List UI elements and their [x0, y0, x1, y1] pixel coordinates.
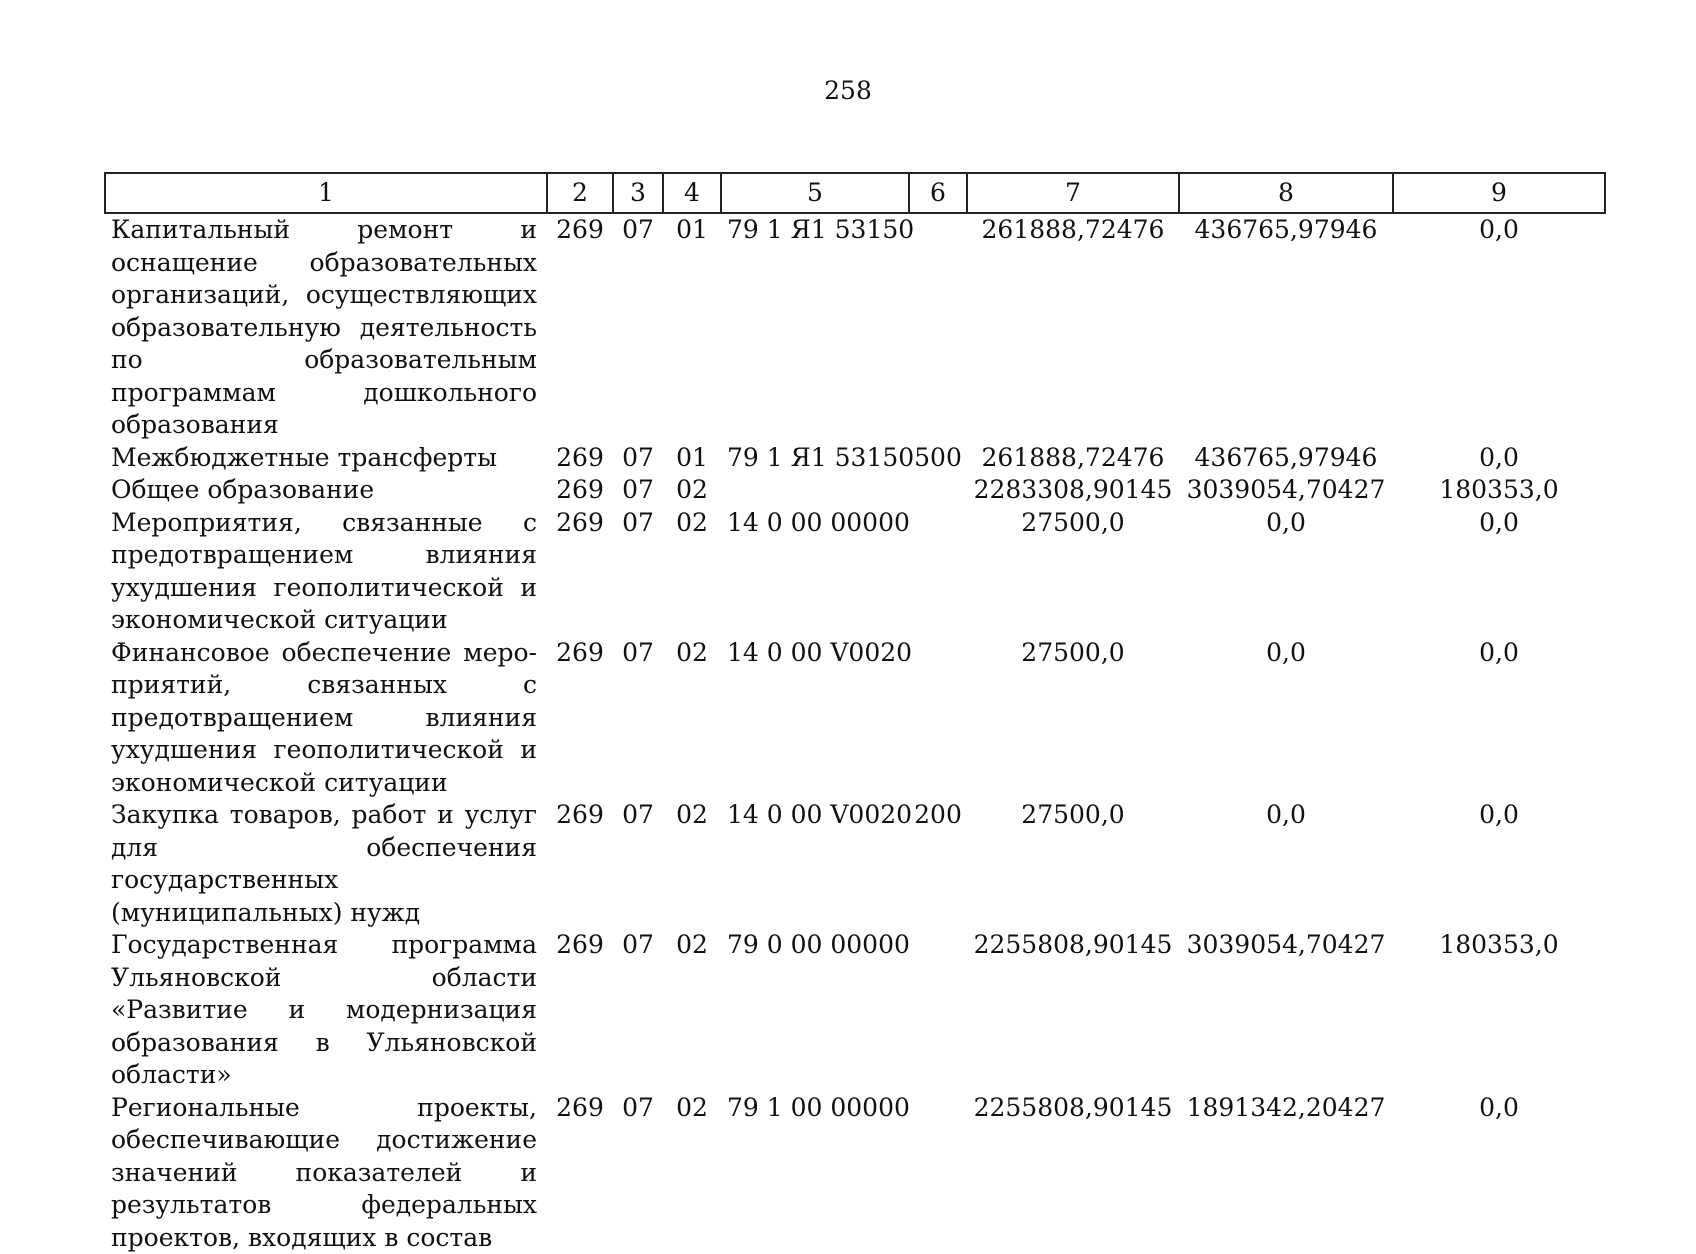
- row-col-4: 02: [663, 929, 721, 1092]
- row-name: Государственная программа Ульяновской области «Развитие и модернизация образования в Ульяновской области»: [105, 929, 547, 1092]
- row-col-8: 436765,97946: [1179, 213, 1393, 442]
- row-col-9: 180353,0: [1393, 929, 1605, 1092]
- row-col-2: 269: [547, 213, 613, 442]
- row-col-8: 3039054,70427: [1179, 929, 1393, 1092]
- row-col-9: 0,0: [1393, 1092, 1605, 1254]
- row-col-6: [909, 637, 967, 800]
- row-col-3: 07: [613, 507, 663, 637]
- row-name: Капитальный ремонт и оснащение образовательных организаций, осуществляющих образовательную деятельность по образовательным программам дошкольного образования: [105, 213, 547, 442]
- budget-table: [104, 172, 1606, 1254]
- row-name: Мероприятия, связанные с предотвращением влияния ухудшения геополитической и экономической ситуации: [105, 507, 547, 637]
- row-col-9: 0,0: [1393, 442, 1605, 475]
- row-col-7: 261888,72476: [967, 442, 1179, 475]
- row-col-3: 07: [613, 442, 663, 475]
- row-col-3: 07: [613, 637, 663, 800]
- row-name: Закупка товаров, работ и услуг для обеспечения государственных (муниципальных) нужд: [105, 799, 547, 929]
- table-row: [105, 442, 1605, 475]
- header-col-3: 3: [613, 173, 663, 213]
- page-number: 258: [0, 76, 1696, 105]
- row-col-6: [909, 1092, 967, 1254]
- row-col-8: 0,0: [1179, 799, 1393, 929]
- table-row: [105, 1092, 1605, 1254]
- row-col-5: 79 0 00 00000: [721, 929, 909, 1092]
- row-col-3: 07: [613, 799, 663, 929]
- row-col-6: [909, 474, 967, 507]
- row-col-9: 0,0: [1393, 213, 1605, 442]
- row-col-4: 02: [663, 799, 721, 929]
- row-col-8: 436765,97946: [1179, 442, 1393, 475]
- row-col-7: 261888,72476: [967, 213, 1179, 442]
- table-body: [105, 213, 1605, 1254]
- table-row: [105, 507, 1605, 637]
- row-col-5: 79 1 Я1 53150: [721, 213, 909, 442]
- row-col-5: 14 0 00 V0020: [721, 637, 909, 800]
- row-col-2: 269: [547, 637, 613, 800]
- row-col-2: 269: [547, 507, 613, 637]
- row-col-6: [909, 213, 967, 442]
- row-col-5: 14 0 00 V0020: [721, 799, 909, 929]
- header-col-2: 2: [547, 173, 613, 213]
- row-col-2: 269: [547, 442, 613, 475]
- row-col-6: 500: [909, 442, 967, 475]
- row-col-9: 0,0: [1393, 507, 1605, 637]
- header-col-7: 7: [967, 173, 1179, 213]
- row-col-7: 27500,0: [967, 637, 1179, 800]
- table-row: [105, 213, 1605, 442]
- row-col-5: 79 1 Я1 53150: [721, 442, 909, 475]
- row-name: Межбюджетные трансферты: [105, 442, 547, 475]
- header-col-1: 1: [105, 173, 547, 213]
- header-col-6: 6: [909, 173, 967, 213]
- row-col-2: 269: [547, 929, 613, 1092]
- row-col-8: 0,0: [1179, 637, 1393, 800]
- row-col-4: 02: [663, 507, 721, 637]
- table-row: [105, 474, 1605, 507]
- row-col-7: 2255808,90145: [967, 929, 1179, 1092]
- row-col-2: 269: [547, 799, 613, 929]
- row-name: Региональные проекты, обеспечивающие достижение значений показателей и результатов федеральных проектов, входящих в состав: [105, 1092, 547, 1254]
- table-header: [105, 173, 1605, 213]
- row-col-3: 07: [613, 213, 663, 442]
- row-col-8: 0,0: [1179, 507, 1393, 637]
- row-col-7: 27500,0: [967, 799, 1179, 929]
- row-col-4: 02: [663, 1092, 721, 1254]
- row-col-6: [909, 929, 967, 1092]
- row-name: Финансовое обеспечение мероприятий, связанных с предотвращением влияния ухудшения геополитической и экономической ситуации: [105, 637, 547, 800]
- row-col-4: 01: [663, 213, 721, 442]
- row-col-2: 269: [547, 1092, 613, 1254]
- row-col-3: 07: [613, 474, 663, 507]
- row-col-2: 269: [547, 474, 613, 507]
- table-row: [105, 929, 1605, 1092]
- row-col-5: [721, 474, 909, 507]
- row-col-6: [909, 507, 967, 637]
- header-col-9: 9: [1393, 173, 1605, 213]
- row-col-6: 200: [909, 799, 967, 929]
- row-col-7: 2283308,90145: [967, 474, 1179, 507]
- row-col-9: 180353,0: [1393, 474, 1605, 507]
- row-col-9: 0,0: [1393, 637, 1605, 800]
- header-row: [105, 173, 1605, 213]
- row-col-7: 2255808,90145: [967, 1092, 1179, 1254]
- row-col-4: 02: [663, 474, 721, 507]
- header-col-5: 5: [721, 173, 909, 213]
- row-col-8: 1891342,20427: [1179, 1092, 1393, 1254]
- header-col-8: 8: [1179, 173, 1393, 213]
- row-col-3: 07: [613, 929, 663, 1092]
- table-row: [105, 799, 1605, 929]
- row-col-8: 3039054,70427: [1179, 474, 1393, 507]
- row-col-9: 0,0: [1393, 799, 1605, 929]
- row-col-5: 79 1 00 00000: [721, 1092, 909, 1254]
- row-col-3: 07: [613, 1092, 663, 1254]
- row-col-4: 02: [663, 637, 721, 800]
- row-col-5: 14 0 00 00000: [721, 507, 909, 637]
- row-col-7: 27500,0: [967, 507, 1179, 637]
- row-col-4: 01: [663, 442, 721, 475]
- header-col-4: 4: [663, 173, 721, 213]
- row-name: Общее образование: [105, 474, 547, 507]
- table-row: [105, 637, 1605, 800]
